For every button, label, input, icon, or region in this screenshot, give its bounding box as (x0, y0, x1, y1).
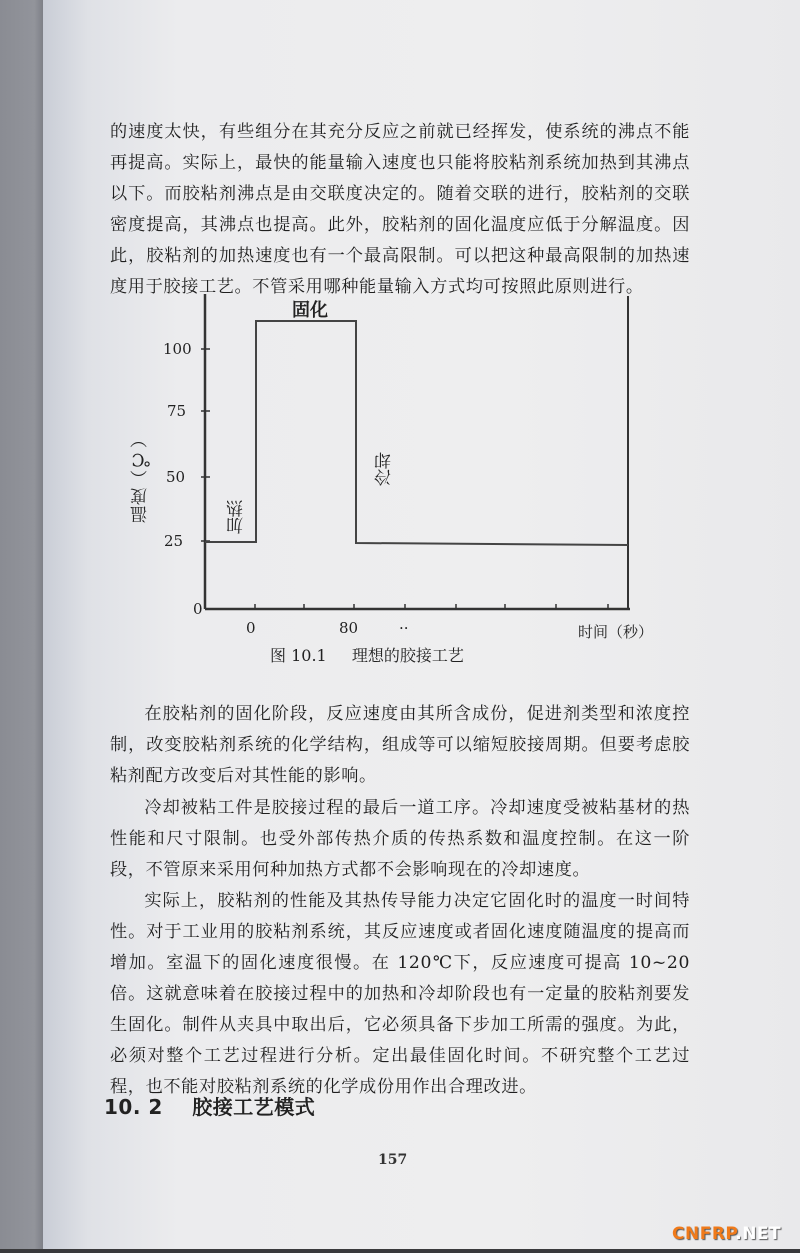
x-tick-ellipsis: .. (399, 615, 409, 633)
figure-caption-text: 理想的胶接工艺 (351, 646, 464, 665)
watermark-tld: .NET (735, 1224, 782, 1244)
paragraph-2: 在胶粘剂的固化阶段，反应速度由其所含成份，促进剂类型和浓度控制，改变胶粘剂系统的化学结构，组成等可以缩短胶接周期。但要考虑胶粘剂配方改变后对其性能的影响。 (110, 704, 690, 786)
page-number: 157 (378, 1152, 408, 1168)
y-tick-75: 75 (167, 402, 187, 420)
watermark-brand: CNFRP (672, 1224, 736, 1244)
paragraph-1: 的速度太快，有些组分在其充分反应之前就已经挥发，使系统的沸点不能再提高。实际上，最快的能量输入速度也只能将胶粘剂系统加热到其沸点以下。而胶粘剂沸点是由交联度决定的。随着交联的进行，胶粘剂的交联密度提高，其沸点也提高。此外，胶粘剂的固化温度应低于分解温度。因此，胶粘剂的加热速度也有一个最高限制。可以把这种最高限制的加热速度用于胶接工艺。不管采用哪种能量输入方式均可按照此原则进行。 (110, 122, 690, 297)
x-tick-0: 0 (246, 619, 256, 637)
y-tick-50: 50 (166, 468, 186, 486)
y-tick-100: 100 (163, 340, 192, 358)
scan-bottom-edge (0, 1249, 800, 1253)
phase-label-curing: 固化 (292, 300, 328, 321)
y-tick-25: 25 (164, 532, 184, 550)
phase-label-heating: 加热 (227, 500, 247, 534)
x-tick-80: 80 (339, 619, 359, 637)
y-tick-0: 0 (193, 600, 203, 618)
paragraph-4: 实际上，胶粘剂的性能及其热传导能力决定它固化时的温度一时间特性。对于工业用的胶粘剂系统，其反应速度或者固化速度随温度的提高而增加。室温下的固化速度很慢。在 120℃下，反应速度可提高 10~20 倍。这就意味着在胶接过程中的加热和冷却阶段也有一定量的胶粘剂要发生固化。制件从夹具中取出后，它必须具备下步加工所需的强度。为此，必须对整个工艺过程进行分析。定出最佳固化时间。不研究整个工艺过程，也不能对胶粘剂系统的化学成份用作出合理改进。 (110, 891, 690, 1097)
section-title: 胶接工艺模式 (192, 1095, 316, 1119)
figure-number: 图 10.1 (270, 646, 327, 665)
figure-caption (270, 643, 464, 666)
watermark-logo (672, 1224, 781, 1244)
paragraph-3: 冷却被粘工件是胶接过程的最后一道工序。冷却速度受被粘基材的热性能和尺寸限制。也受外部传热介质的传热系数和温度控制。在这一阶段，不管原来采用何种加热方式都不会影响现在的冷却速度。 (110, 798, 690, 880)
phase-label-cooling: 冷却 (375, 452, 395, 486)
section-heading (104, 1091, 315, 1120)
x-axis-label: 时间（秒） (578, 623, 654, 641)
y-axis-label: 温度（℃） (131, 430, 151, 523)
section-number: 10. 2 (104, 1095, 163, 1119)
